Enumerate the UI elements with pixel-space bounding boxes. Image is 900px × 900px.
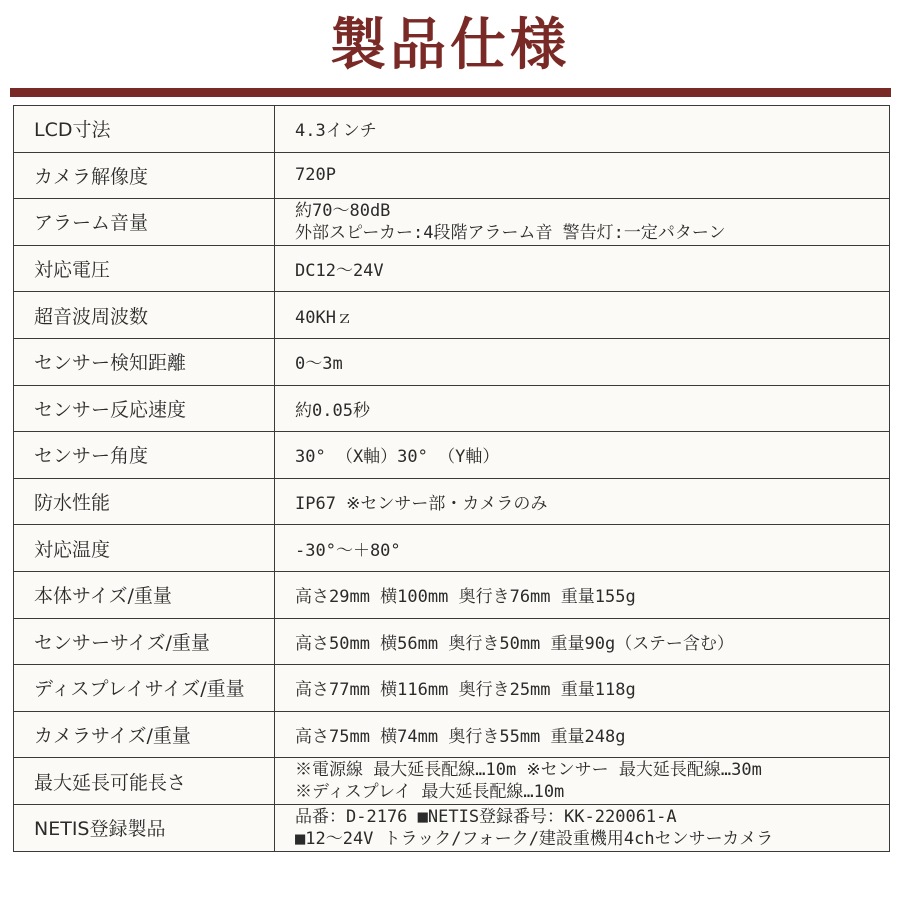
spec-value: IP67 ※センサー部・カメラのみ (295, 494, 548, 515)
spec-value: 30° （X軸）30° （Y軸） (295, 447, 500, 468)
spec-row (14, 571, 890, 618)
spec-label: 超音波周波数 (14, 292, 275, 339)
spec-value: 約70～80dB (295, 200, 391, 221)
spec-value-cell (275, 618, 890, 665)
spec-value-cell (275, 106, 890, 153)
spec-value-cell (275, 152, 890, 199)
spec-label: 対応温度 (14, 525, 275, 572)
spec-row (14, 758, 890, 805)
spec-value: ※ディスプレイ 最大延長配線…10m (295, 782, 565, 803)
spec-value: DC12～24V (295, 261, 384, 282)
spec-value: 40KHｚ (295, 307, 353, 328)
spec-value: -30°～＋80° (295, 540, 401, 561)
spec-value-cell (275, 432, 890, 479)
spec-row (14, 478, 890, 525)
spec-value: 約0.05秒 (295, 400, 370, 421)
spec-label: カメラ解像度 (14, 152, 275, 199)
spec-value-cell (275, 292, 890, 339)
spec-label: 本体サイズ/重量 (14, 571, 275, 618)
spec-value: 高さ50mm 横56mm 奥行き50mm 重量90g（ステー含む） (295, 633, 734, 654)
spec-value-cell (275, 525, 890, 572)
spec-value-cell (275, 711, 890, 758)
spec-row (14, 152, 890, 199)
spec-label: LCD寸法 (14, 106, 275, 153)
spec-value: 高さ75mm 横74mm 奥行き55mm 重量248g (295, 727, 626, 748)
spec-label: カメラサイズ/重量 (14, 711, 275, 758)
spec-row (14, 525, 890, 572)
spec-value: 0～3m (295, 354, 343, 375)
spec-label: センサーサイズ/重量 (14, 618, 275, 665)
spec-row (14, 245, 890, 292)
spec-table (13, 105, 890, 852)
spec-label: 対応電圧 (14, 245, 275, 292)
page-title: 製品仕様 (330, 13, 570, 78)
spec-value-cell (275, 199, 890, 246)
spec-value: 4.3インチ (295, 121, 377, 142)
spec-value: 720P (295, 165, 336, 186)
title-divider (10, 88, 891, 97)
spec-label: センサー反応速度 (14, 385, 275, 432)
spec-row (14, 199, 890, 246)
spec-row (14, 711, 890, 758)
spec-row (14, 618, 890, 665)
spec-row (14, 338, 890, 385)
spec-row (14, 106, 890, 153)
spec-row (14, 292, 890, 339)
spec-label: 防水性能 (14, 478, 275, 525)
spec-row (14, 665, 890, 712)
spec-value: 高さ29mm 横100mm 奥行き76mm 重量155g (295, 587, 636, 608)
spec-label: アラーム音量 (14, 199, 275, 246)
spec-value: ■12～24V トラック/フォーク/建設重機用4chセンサーカメラ (295, 828, 774, 849)
spec-value: 高さ77mm 横116mm 奥行き25mm 重量118g (295, 680, 636, 701)
spec-label: センサー角度 (14, 432, 275, 479)
spec-value-cell (275, 804, 890, 851)
spec-value-cell (275, 571, 890, 618)
spec-value-cell (275, 338, 890, 385)
spec-value: 品番：D-2176 ■NETIS登録番号：KK-220061-A (295, 806, 677, 827)
spec-value-cell (275, 478, 890, 525)
spec-value-cell (275, 665, 890, 712)
spec-label: センサー検知距離 (14, 338, 275, 385)
spec-value-cell (275, 385, 890, 432)
spec-value-cell (275, 245, 890, 292)
spec-value: ※電源線 最大延長配線…10m ※センサー 最大延長配線…30m (295, 760, 762, 781)
spec-label: NETIS登録製品 (14, 804, 275, 851)
spec-row (14, 804, 890, 851)
spec-value: 外部スピーカー:4段階アラーム音 警告灯:一定パターン (295, 222, 726, 243)
spec-table-body (14, 106, 890, 852)
spec-row (14, 432, 890, 479)
spec-label: ディスプレイサイズ/重量 (14, 665, 275, 712)
spec-row (14, 385, 890, 432)
spec-value-cell (275, 758, 890, 805)
spec-label: 最大延長可能長さ (14, 758, 275, 805)
